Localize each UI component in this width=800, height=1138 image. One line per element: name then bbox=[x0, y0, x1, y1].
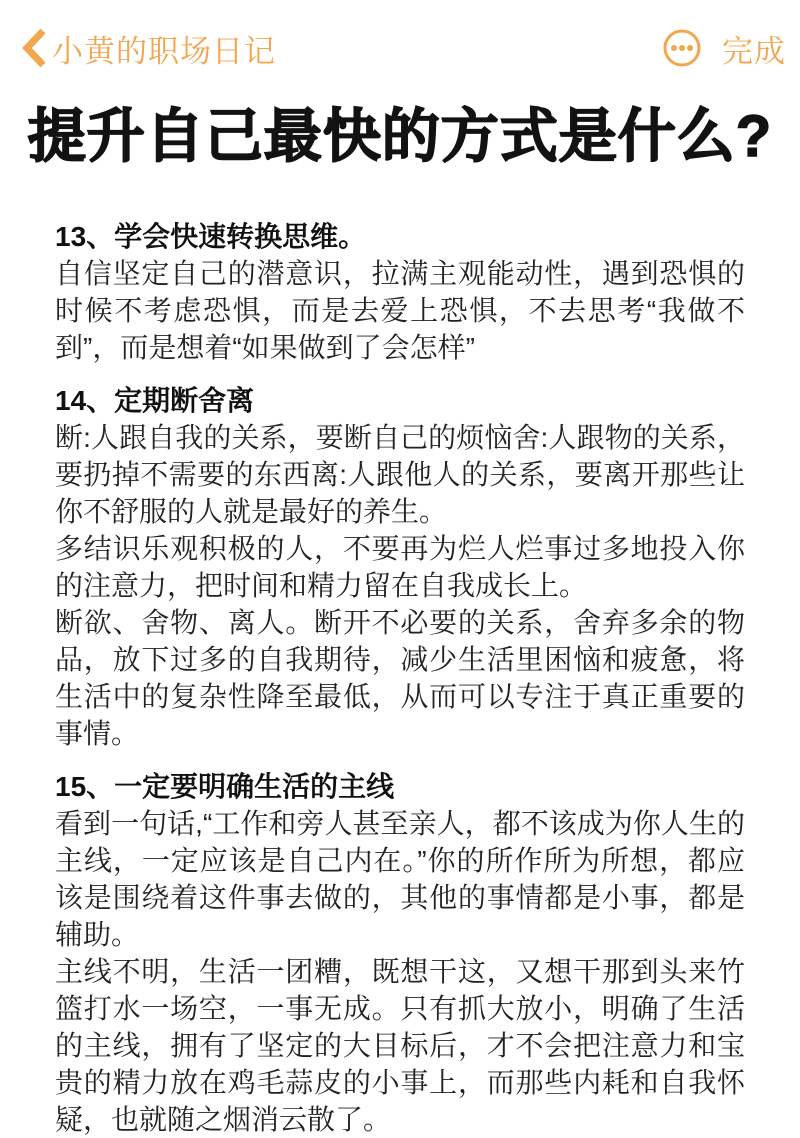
section-15-paragraph: 看到一句话,“工作和旁人甚至亲人，都不该成为你人生的主线，一定应该是自己内在。”你的所作所为所想，都应该是围绕着这件事去做的，其他的事情都是小事，都是辅助。 bbox=[55, 808, 745, 950]
section-15-heading: 15、一定要明确生活的主线 bbox=[55, 771, 395, 802]
section-15-paragraph: 主线不明，生活一团糟，既想干这，又想干那到头来竹篮打水一场空，一事无成。只有抓大放小，明确了生活的主线，拥有了坚定的大目标后，才不会把注意力和宝贵的精力放在鸡毛蒜皮的小事上，而那些内耗和自我怀疑，也就随之烟消云散了。 bbox=[55, 956, 745, 1135]
section-14-paragraph: 断欲、舍物、离人。断开不必要的关系，舍弃多余的物品，放下过多的自我期待，减少生活里困恼和疲惫，将生活中的复杂性降至最低，从而可以专注于真正重要的事情。 bbox=[55, 607, 745, 749]
back-button[interactable] bbox=[22, 26, 276, 71]
top-nav-bar bbox=[0, 0, 800, 96]
section-14 bbox=[55, 382, 745, 752]
section-14-heading: 14、定期断舍离 bbox=[55, 385, 255, 416]
section-13-paragraph: 自信坚定自己的潜意识，拉满主观能动性，遇到恐惧的时候不考虑恐惧，而是去爱上恐惧，不去思考“我做不到”，而是想着“如果做到了会怎样” bbox=[55, 258, 745, 363]
done-button[interactable]: 完成 bbox=[722, 33, 786, 69]
nav-actions bbox=[662, 26, 786, 71]
more-options-button[interactable] bbox=[662, 28, 702, 68]
account-name-label: 小黄的职场日记 bbox=[52, 33, 276, 69]
ellipsis-circle-icon bbox=[662, 28, 702, 68]
section-14-paragraph: 断:人跟自我的关系，要断自己的烦恼舍:人跟物的关系，要扔掉不需要的东西离:人跟他人的关系，要离开那些让你不舒服的人就是最好的养生。 bbox=[55, 422, 745, 527]
chevron-left-icon bbox=[22, 28, 46, 68]
note-body bbox=[0, 218, 800, 1138]
section-15 bbox=[55, 768, 745, 1138]
note-canvas bbox=[0, 104, 800, 1138]
section-13-heading: 13、学会快速转换思维。 bbox=[55, 221, 367, 252]
section-14-paragraph: 多结识乐观积极的人，不要再为烂人烂事过多地投入你的注意力，把时间和精力留在自我成长上。 bbox=[55, 533, 745, 601]
note-title: 提升自己最快的方式是什么? bbox=[27, 104, 773, 169]
section-13 bbox=[55, 218, 745, 366]
